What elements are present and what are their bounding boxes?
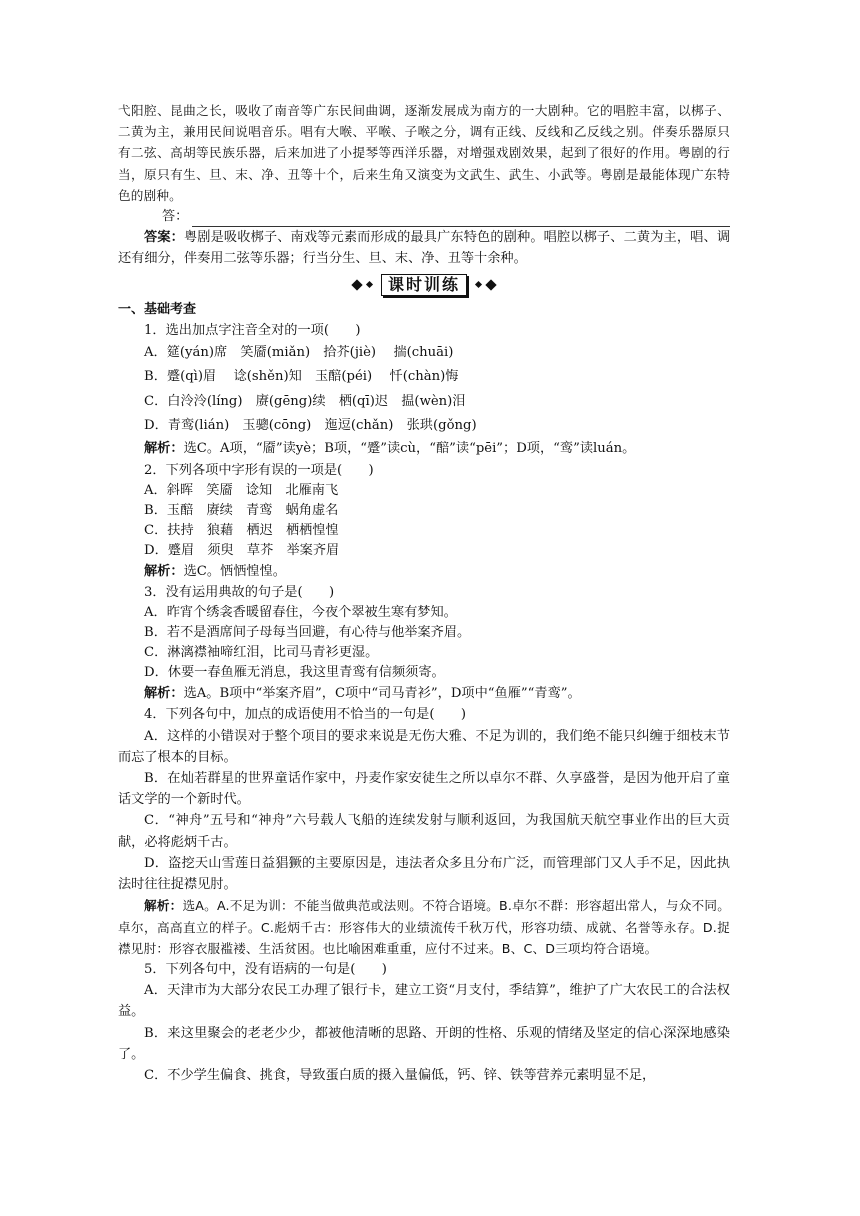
question-1-option-b: B．蹙(qì)眉 谂(shěn)知 玉醅(péi) 忏(chàn)悔	[144, 369, 459, 385]
question-2-option-b: B．玉醅 赓续 青鸾 蜗角虚名	[144, 502, 339, 518]
analysis-text: 选A。B项中“举案齐眉”，C项中“司马青衫”，D项中“鱼雁”“青鸾”。	[183, 686, 581, 702]
answer-blank-line[interactable]	[118, 206, 730, 227]
analysis-label: 解析：	[144, 686, 184, 702]
diamond-icon	[351, 279, 362, 290]
analysis-label: 解析：	[144, 441, 184, 457]
question-3-analysis	[118, 683, 730, 704]
question-1-analysis	[118, 438, 730, 459]
question-3-option-a: A．昨宵个绣衾香暖留春住，今夜个翠被生寒有梦知。	[144, 605, 457, 621]
question-2-option-d: D．蹙眉 须臾 草芥 举案齐眉	[144, 542, 340, 558]
question-2-stem: 2．下列各项中字形有误的一项是( )	[144, 462, 374, 478]
question-5-option-c: C．不少学生偏食、挑食，导致蛋白质的摄入量偏低，钙、锌、铁等营养元素明显不足，	[144, 1067, 656, 1083]
document-page	[118, 100, 730, 1086]
question-1-option-d: D．青鸾(lián) 玉骢(cōng) 迤逗(chǎn) 张珙(gǒng)	[144, 418, 477, 434]
analysis-text: 选A。A.不足为训：不能当做典范或法则。不符合语境。B.卓尔不群：形容超出常人，与众不同。卓尔，高高直立的样子。C.彪炳千古：形容伟大的业绩流传千秋万代，形容功绩、成就、名誉等永存。D.捉襟见肘：形容衣服褴褛、生活贫困。也比喻困难重重，应付不过来。B、C、D三项均符合语境。	[118, 898, 730, 956]
analysis-text: 选C。恓恓惶惶。	[183, 563, 286, 579]
question-5-stem: 5．下列各句中，没有语病的一句是( )	[144, 961, 387, 977]
question-2-option-a: A．斜晖 笑靥 谂知 北雁南飞	[144, 482, 339, 498]
question-4-option-d: D．盗挖天山雪莲日益猖獗的主要原因是，违法者众多且分布广泛，而管理部门又人手不足，因此执法时往往捉襟见肘。	[118, 855, 730, 893]
analysis-text: 选C。A项，“靥”读yè；B项，“蹙”读cù，“醅”读“pēi”；D项，“鸾”读luán。	[183, 441, 636, 457]
banner-title: 课时训练	[381, 274, 467, 296]
small-diamond-icon	[475, 281, 482, 288]
question-3-option-b: B．若不是酒席间子母每当回避，有心待与他举案齐眉。	[144, 625, 471, 641]
section-banner	[118, 272, 730, 298]
question-2-analysis	[118, 561, 730, 582]
intro-paragraph: 弋阳腔、昆曲之长，吸收了南音等广东民间曲调，逐渐发展成为南方的一大剧种。它的唱腔丰富，以梆子、二黄为主，兼用民间说唱音乐。唱有大喉、平喉、子喉之分，调有正线、反线和乙反线之别。伴奏乐器原只有二弦、高胡等民族乐器，后来加进了小提琴等西洋乐器，对增强戏剧效果，起到了很好的作用。粤剧的行当，原只有生、旦、末、净、丑等十个，后来生角又演变为文武生、武生、小武等。粤剧是最能体现广东特色的剧种。	[118, 103, 730, 203]
question-5-option-b: B．来这里聚会的老老少少，都被他清晰的思路、开朗的性格、乐观的情绪及坚定的信心深深地感染了。	[118, 1025, 730, 1062]
question-3-option-c: C．淋漓襟袖啼红泪，比司马青衫更湿。	[144, 645, 379, 661]
section-title: 一、基础考查	[118, 301, 197, 317]
question-4-option-c: C．“神舟”五号和“神舟”六号载人飞船的连续发射与顺利返回，为我国航天航空事业作出的巨大贡献，必将彪炳千古。	[118, 813, 730, 850]
question-5-option-a: A．天津市为大部分农民工办理了银行卡，建立工资“月支付，季结算”，维护了广大农民工的合法权益。	[118, 983, 730, 1020]
answer-underline	[192, 212, 730, 227]
question-4-option-b: B．在灿若群星的世界童话作家中，丹麦作家安徒生之所以卓尔不群、久享盛誉，是因为他开启了童话文学的一个新时代。	[118, 771, 730, 808]
question-3-stem: 3．没有运用典故的句子是( )	[144, 585, 335, 601]
analysis-label: 解析：	[144, 898, 183, 914]
small-diamond-icon	[366, 281, 373, 288]
question-2-option-c: C．扶持 狼藉 栖迟 栖栖惶惶	[144, 522, 339, 538]
question-1-option-a: A．筵(yán)席 笑靥(miǎn) 拾芥(jiè) 揣(chuāi)	[144, 344, 454, 360]
question-3-option-d: D．休要一春鱼雁无消息，我这里青鸾有信频须寄。	[144, 665, 445, 681]
question-1-option-c: C．白泠泠(líng) 赓(gēng)续 栖(qī)迟 揾(wèn)泪	[144, 393, 466, 409]
question-4-stem: 4．下列各句中，加点的成语使用不恰当的一句是( )	[144, 707, 466, 723]
question-4-analysis	[118, 895, 730, 959]
answer-label: 答案：	[144, 230, 184, 246]
question-1-stem: 1．选出加点字注音全对的一项( )	[144, 322, 361, 338]
answer-prompt: 答：	[162, 209, 189, 225]
analysis-label: 解析：	[144, 563, 184, 579]
answer-text: 粤剧是吸收梆子、南戏等元素而形成的最具广东特色的剧种。唱腔以梆子、二黄为主，唱、调还有细分，伴奏用二弦等乐器；行当分生、旦、末、净、丑等十余种。	[118, 230, 731, 267]
question-4-option-a: A．这样的小错误对于整个项目的要求来说是无伤大雅、不足为训的，我们绝不能只纠缠于细枝末节而忘了根本的目标。	[118, 728, 730, 765]
diamond-icon	[485, 279, 496, 290]
answer-paragraph	[118, 227, 730, 269]
